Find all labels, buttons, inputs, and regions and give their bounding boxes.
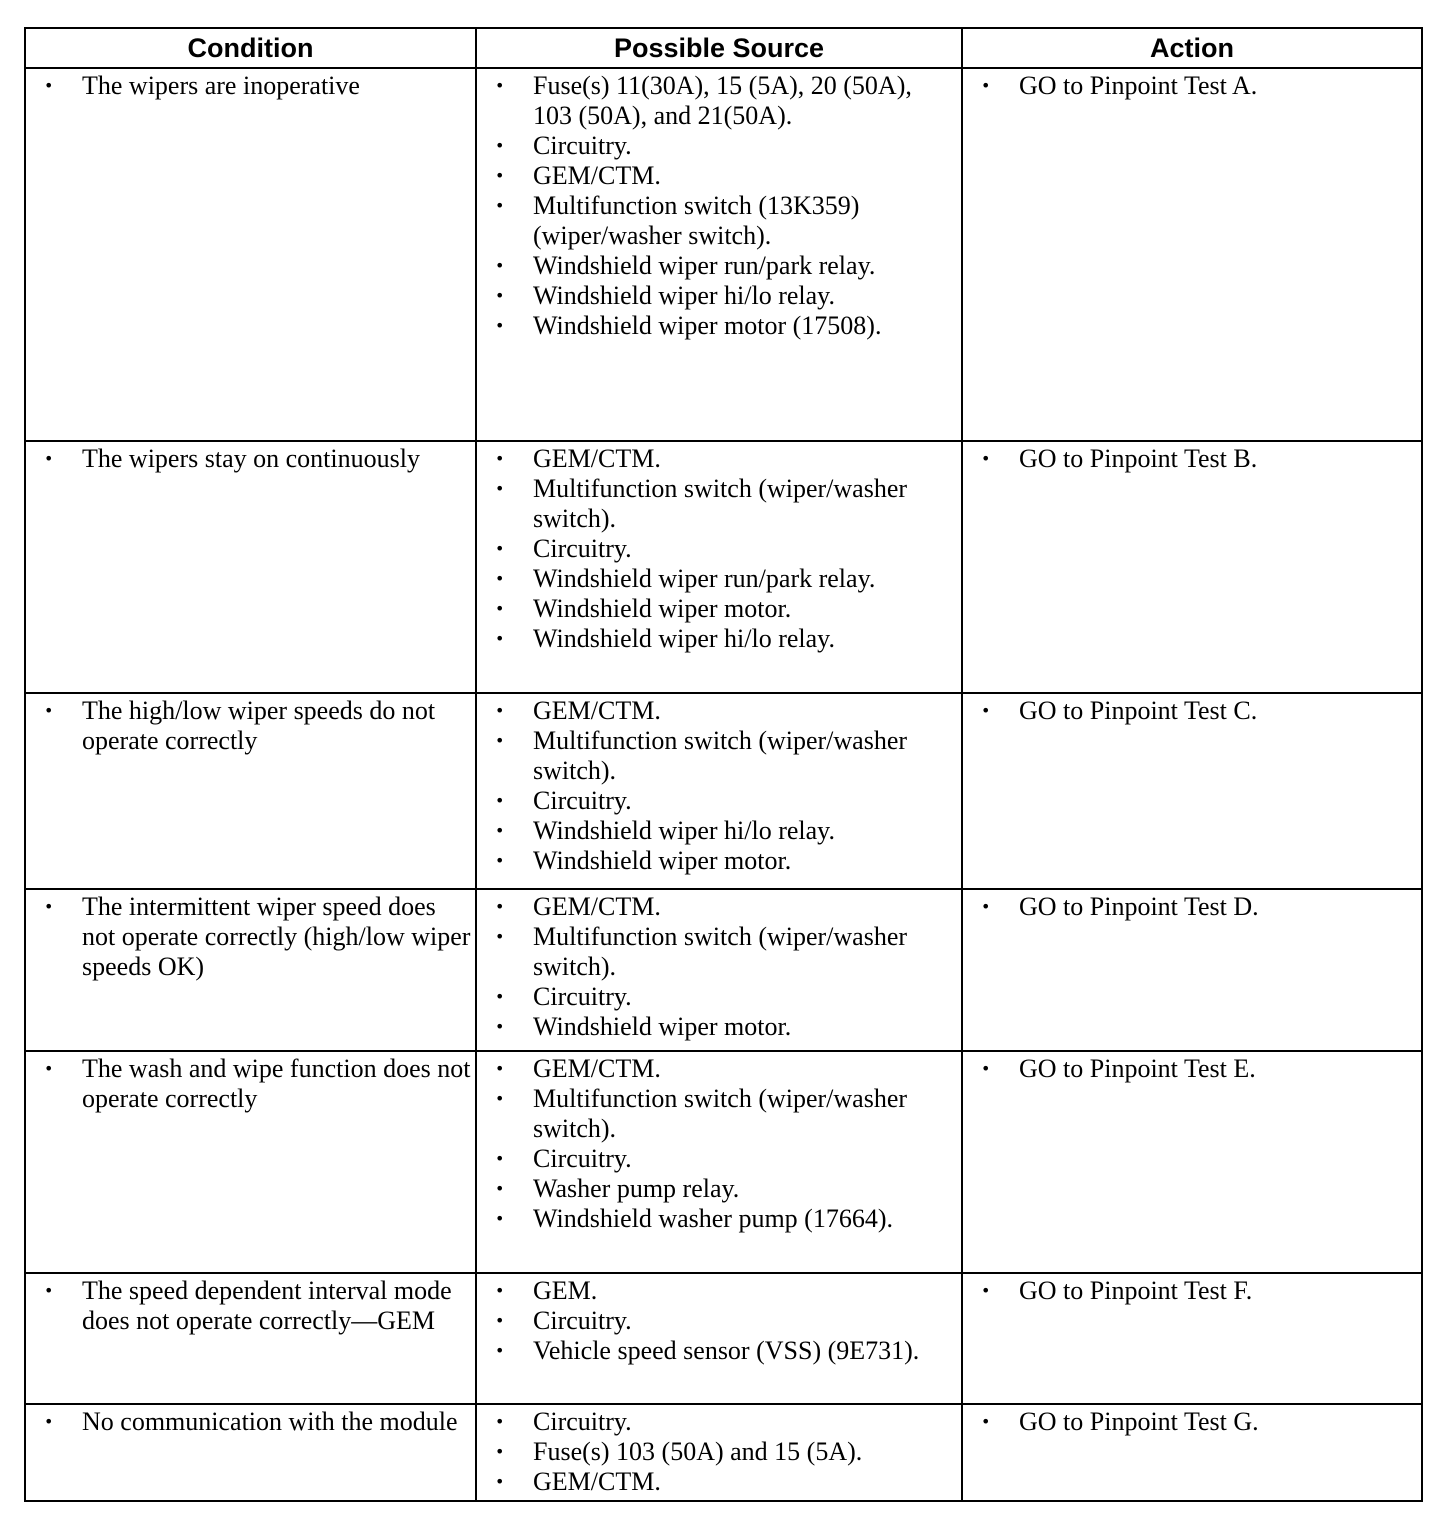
- bullet-icon: •: [495, 166, 505, 185]
- item-text: Washer pump relay.: [533, 1174, 740, 1203]
- bullet-icon: •: [495, 1341, 505, 1360]
- possible-source-cell: [476, 68, 962, 441]
- list-item: [477, 922, 961, 982]
- bullet-icon: •: [495, 479, 505, 498]
- item-text: GEM.: [533, 1276, 598, 1305]
- item-text: Circuitry.: [533, 1407, 632, 1436]
- list-item: [963, 1407, 1421, 1437]
- bullet-icon: •: [495, 569, 505, 588]
- item-text: Windshield washer pump (17664).: [533, 1204, 894, 1233]
- list-item: [477, 1306, 961, 1336]
- bullet-icon: •: [44, 1059, 54, 1078]
- bullet-icon: •: [495, 1179, 505, 1198]
- list-item: [477, 1144, 961, 1174]
- item-text: GEM/CTM.: [533, 892, 661, 921]
- list-item: [963, 696, 1421, 726]
- bullet-icon: •: [981, 1412, 991, 1431]
- item-text: GO to Pinpoint Test D.: [1019, 892, 1259, 921]
- list-item: [477, 786, 961, 816]
- condition-cell: [25, 1404, 476, 1501]
- table-body: [25, 68, 1422, 1501]
- bullet-icon: •: [495, 256, 505, 275]
- list-item: [477, 624, 961, 654]
- bullet-icon: •: [495, 897, 505, 916]
- bullet-icon: •: [495, 731, 505, 750]
- item-text: Windshield wiper motor.: [533, 594, 792, 623]
- item-text: The intermittent wiper speed does not operate correctly (high/low wiper speeds OK): [82, 892, 471, 981]
- item-text: The speed dependent interval mode does not operate correctly—GEM: [82, 1276, 452, 1335]
- bullet-icon: •: [495, 851, 505, 870]
- item-text: GO to Pinpoint Test C.: [1019, 696, 1258, 725]
- list-item: [963, 1054, 1421, 1084]
- bullet-icon: •: [495, 1442, 505, 1461]
- bullet-icon: •: [981, 1281, 991, 1300]
- condition-cell: [25, 441, 476, 693]
- list-item: [477, 71, 961, 131]
- list-item: [477, 816, 961, 846]
- table-row: [25, 1273, 1422, 1404]
- bullet-icon: •: [495, 136, 505, 155]
- bullet-icon: •: [495, 1311, 505, 1330]
- action-cell: [962, 68, 1422, 441]
- bullet-icon: •: [495, 987, 505, 1006]
- item-text: GEM/CTM.: [533, 1467, 661, 1496]
- item-text: GEM/CTM.: [533, 1054, 661, 1083]
- header-row: [25, 28, 1422, 68]
- condition-cell: [25, 693, 476, 889]
- list-item: [477, 444, 961, 474]
- list-item: [477, 726, 961, 786]
- table-row: [25, 68, 1422, 441]
- item-text: No communication with the module: [82, 1407, 458, 1436]
- header-possible-source: Possible Source: [476, 28, 962, 68]
- item-text: GO to Pinpoint Test B.: [1019, 444, 1258, 473]
- item-text: Windshield wiper motor (17508).: [533, 311, 882, 340]
- item-text: The high/low wiper speeds do not operate correctly: [82, 696, 436, 755]
- bullet-icon: •: [495, 599, 505, 618]
- item-text: GO to Pinpoint Test E.: [1019, 1054, 1256, 1083]
- list-item: [26, 1054, 475, 1114]
- list-item: [26, 892, 475, 982]
- item-text: Windshield wiper hi/lo relay.: [533, 281, 835, 310]
- action-cell: [962, 441, 1422, 693]
- item-text: GEM/CTM.: [533, 444, 661, 473]
- item-text: Circuitry.: [533, 786, 632, 815]
- bullet-icon: •: [981, 897, 991, 916]
- bullet-icon: •: [495, 927, 505, 946]
- condition-cell: [25, 1051, 476, 1273]
- item-text: Multifunction switch (wiper/washer switch).: [533, 1084, 908, 1143]
- item-text: GEM/CTM.: [533, 696, 661, 725]
- bullet-icon: •: [44, 76, 54, 95]
- possible-source-cell: [476, 693, 962, 889]
- possible-source-cell: [476, 1273, 962, 1404]
- bullet-icon: •: [495, 286, 505, 305]
- bullet-icon: •: [981, 76, 991, 95]
- list-item: [477, 696, 961, 726]
- possible-source-cell: [476, 441, 962, 693]
- item-text: Vehicle speed sensor (VSS) (9E731).: [533, 1336, 920, 1365]
- list-item: [26, 1276, 475, 1336]
- item-text: Circuitry.: [533, 1144, 632, 1173]
- list-item: [477, 594, 961, 624]
- list-item: [477, 1084, 961, 1144]
- bullet-icon: •: [495, 539, 505, 558]
- list-item: [477, 1054, 961, 1084]
- bullet-icon: •: [981, 1059, 991, 1078]
- bullet-icon: •: [495, 701, 505, 720]
- bullet-icon: •: [495, 449, 505, 468]
- condition-cell: [25, 68, 476, 441]
- list-item: [477, 534, 961, 564]
- bullet-icon: •: [495, 1209, 505, 1228]
- bullet-icon: •: [495, 629, 505, 648]
- item-text: GO to Pinpoint Test G.: [1019, 1407, 1259, 1436]
- bullet-icon: •: [495, 76, 505, 95]
- list-item: [477, 1174, 961, 1204]
- list-item: [963, 1276, 1421, 1306]
- item-text: GO to Pinpoint Test A.: [1019, 71, 1258, 100]
- item-text: Windshield wiper hi/lo relay.: [533, 816, 835, 845]
- item-text: GEM/CTM.: [533, 161, 661, 190]
- diagnosis-table: [24, 27, 1423, 1502]
- table-row: [25, 1051, 1422, 1273]
- item-text: Circuitry.: [533, 1306, 632, 1335]
- item-text: Circuitry.: [533, 131, 632, 160]
- list-item: [963, 444, 1421, 474]
- list-item: [477, 1012, 961, 1042]
- header-condition: Condition: [25, 28, 476, 68]
- action-cell: [962, 1404, 1422, 1501]
- table-row: [25, 889, 1422, 1051]
- item-text: Multifunction switch (wiper/washer switch).: [533, 474, 908, 533]
- bullet-icon: •: [495, 791, 505, 810]
- bullet-icon: •: [495, 1149, 505, 1168]
- bullet-icon: •: [495, 1472, 505, 1491]
- bullet-icon: •: [495, 1059, 505, 1078]
- list-item: [26, 1407, 475, 1437]
- list-item: [477, 564, 961, 594]
- item-text: The wash and wipe function does not operate correctly: [82, 1054, 471, 1113]
- list-item: [477, 161, 961, 191]
- item-text: Fuse(s) 103 (50A) and 15 (5A).: [533, 1437, 863, 1466]
- list-item: [477, 982, 961, 1012]
- list-item: [477, 1407, 961, 1437]
- item-text: Multifunction switch (wiper/washer switch).: [533, 726, 908, 785]
- bullet-icon: •: [44, 897, 54, 916]
- possible-source-cell: [476, 1051, 962, 1273]
- bullet-icon: •: [44, 449, 54, 468]
- item-text: Fuse(s) 11(30A), 15 (5A), 20 (50A), 103 (50A), and 21(50A).: [533, 71, 912, 130]
- bullet-icon: •: [44, 1412, 54, 1431]
- bullet-icon: •: [495, 1281, 505, 1300]
- table-row: [25, 441, 1422, 693]
- item-text: Circuitry.: [533, 534, 632, 563]
- list-item: [477, 281, 961, 311]
- list-item: [477, 191, 961, 251]
- bullet-icon: •: [981, 449, 991, 468]
- action-cell: [962, 693, 1422, 889]
- item-text: Windshield wiper hi/lo relay.: [533, 624, 835, 653]
- list-item: [26, 696, 475, 756]
- bullet-icon: •: [44, 1281, 54, 1300]
- condition-cell: [25, 889, 476, 1051]
- list-item: [26, 444, 475, 474]
- list-item: [963, 71, 1421, 101]
- list-item: [26, 71, 475, 101]
- bullet-icon: •: [495, 316, 505, 335]
- item-text: Windshield wiper motor.: [533, 846, 792, 875]
- list-item: [477, 1467, 961, 1497]
- condition-cell: [25, 1273, 476, 1404]
- list-item: [477, 1437, 961, 1467]
- list-item: [477, 892, 961, 922]
- list-item: [477, 1276, 961, 1306]
- list-item: [963, 892, 1421, 922]
- item-text: Windshield wiper motor.: [533, 1012, 792, 1041]
- header-action: Action: [962, 28, 1422, 68]
- possible-source-cell: [476, 1404, 962, 1501]
- item-text: The wipers are inoperative: [82, 71, 360, 100]
- item-text: Multifunction switch (wiper/washer switch).: [533, 922, 908, 981]
- bullet-icon: •: [495, 1412, 505, 1431]
- item-text: GO to Pinpoint Test F.: [1019, 1276, 1253, 1305]
- item-text: Circuitry.: [533, 982, 632, 1011]
- list-item: [477, 474, 961, 534]
- list-item: [477, 311, 961, 341]
- list-item: [477, 1336, 961, 1366]
- bullet-icon: •: [495, 1017, 505, 1036]
- item-text: Windshield wiper run/park relay.: [533, 564, 876, 593]
- list-item: [477, 846, 961, 876]
- item-text: Multifunction switch (13K359) (wiper/washer switch).: [533, 191, 860, 250]
- bullet-icon: •: [495, 821, 505, 840]
- action-cell: [962, 889, 1422, 1051]
- action-cell: [962, 1273, 1422, 1404]
- item-text: Windshield wiper run/park relay.: [533, 251, 876, 280]
- list-item: [477, 1204, 961, 1234]
- possible-source-cell: [476, 889, 962, 1051]
- item-text: The wipers stay on continuously: [82, 444, 420, 473]
- bullet-icon: •: [44, 701, 54, 720]
- bullet-icon: •: [981, 701, 991, 720]
- list-item: [477, 131, 961, 161]
- action-cell: [962, 1051, 1422, 1273]
- table-row: [25, 1404, 1422, 1501]
- table-row: [25, 693, 1422, 889]
- list-item: [477, 251, 961, 281]
- bullet-icon: •: [495, 1089, 505, 1108]
- bullet-icon: •: [495, 196, 505, 215]
